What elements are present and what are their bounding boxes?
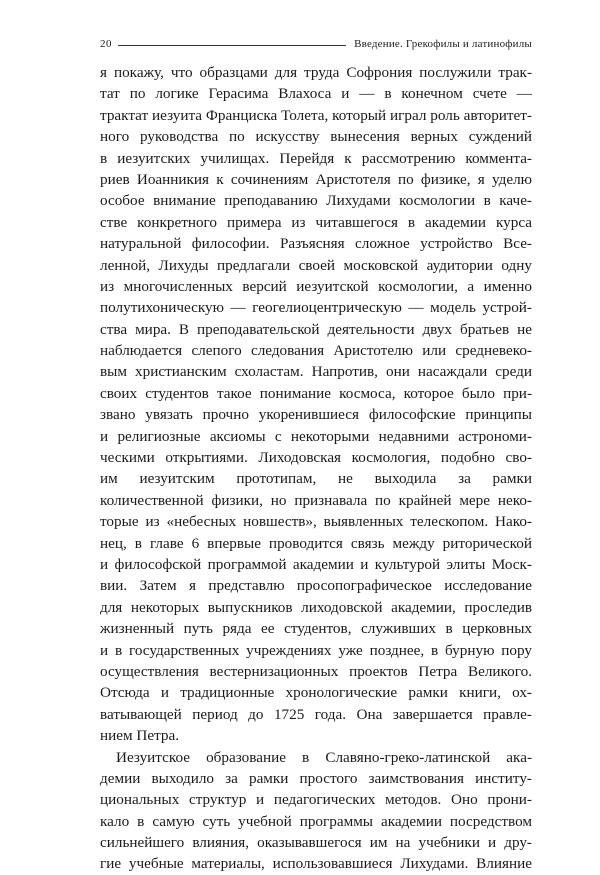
text-line: сильнейшего влияния, оказывавшегося им на учебники и дру- <box>100 834 532 852</box>
text-line: кало в самую суть учебной программы академии посредством <box>100 812 532 830</box>
page-number: 20 <box>100 38 112 50</box>
text-line: особое внимание преподаванию Лихудами космологии в каче- <box>100 192 532 210</box>
text-line: из многочисленных версий иезуитской космологии, а именно <box>100 277 532 295</box>
text-line: торые из «небесных новшеств», выявленных телескопом. Нако- <box>100 513 532 531</box>
text-line: полутихоническую — геогелиоцентрическую — модель устрой- <box>100 299 532 317</box>
text-line: циональных структур и педагогических методов. Оно прони- <box>100 791 532 809</box>
text-line: ватывающей период до 1725 года. Она завершается правле- <box>100 705 532 723</box>
text-line: демии выходило за рамки простого заимствования институ- <box>100 769 532 787</box>
text-line: своих студентов такое понимание космоса, которое было при- <box>100 384 532 402</box>
text-line: жизненный путь ряда ее студентов, служивших в церковных <box>100 620 532 638</box>
text-line: количественной физики, но признавала по крайней мере неко- <box>100 491 532 509</box>
text-line: Отсюда и традиционные хронологические рамки книги, ох- <box>100 684 532 702</box>
text-line: ческими открытиями. Лиходовская космология, подобно сво- <box>100 449 532 467</box>
text-line: вым христианским схоластам. Напротив, они насаждали среди <box>100 363 532 381</box>
body-text <box>100 62 532 875</box>
text-line: тат по логике Герасима Влахоса и — в конечном счете — <box>100 85 532 103</box>
header-rule <box>118 45 346 46</box>
text-line: ного руководства по искусству вынесения верных суждений <box>100 128 532 146</box>
text-line: гие учебные материалы, использовавшиеся Лихудами. Влияние <box>100 855 532 873</box>
text-line: ленной, Лихуды предлагали своей московской аудитории одну <box>100 256 532 274</box>
text-line: и философской программой академии и культурой элиты Моск- <box>100 555 532 573</box>
text-line: и религиозные аксиомы с некоторыми недавними астрономи- <box>100 427 532 445</box>
text-line: трактат иезуита Франциска Толета, который играл роль авторитет- <box>100 106 532 124</box>
text-line: осуществления вестернизационных проектов Петра Великого. <box>100 662 532 680</box>
text-line: им иезуитским прототипам, не выходила за рамки <box>100 470 532 488</box>
text-line: натуральной философии. Разъясняя сложное устройство Все- <box>100 235 532 253</box>
text-line: звано увязать прочно укоренившиеся философские принципы <box>100 406 532 424</box>
text-line: Иезуитское образование в Славяно-греко-латинской ака- <box>116 748 532 766</box>
text-line: нием Петра. <box>100 727 180 745</box>
text-line: в иезуитских училищах. Перейдя к рассмотрению коммента- <box>100 149 532 167</box>
text-line: для некоторых выпускников лиходовской академии, проследив <box>100 598 532 616</box>
text-line: стве конкретного примера из читавшегося в академии курса <box>100 213 532 231</box>
text-line: и в государственных учреждениях уже позднее, в бурную пору <box>100 641 532 659</box>
running-header <box>100 34 532 50</box>
running-title: Введение. Грекофилы и латинофилы <box>354 38 532 50</box>
text-line: вии. Затем я представлю просопографическое исследование <box>100 577 532 595</box>
text-line: риев Иоанникия к сочинениям Аристотеля по физике, я уделю <box>100 170 532 188</box>
text-line: я покажу, что образцами для труда Софрония послужили трак- <box>100 64 532 81</box>
text-line: ства мира. В преподавательской деятельности двух братьев не <box>100 320 532 338</box>
text-line: нец, в главе 6 впервые проводится связь между риторической <box>100 534 532 552</box>
text-line: наблюдается слепого следования Аристотелю или средневеко- <box>100 342 532 360</box>
